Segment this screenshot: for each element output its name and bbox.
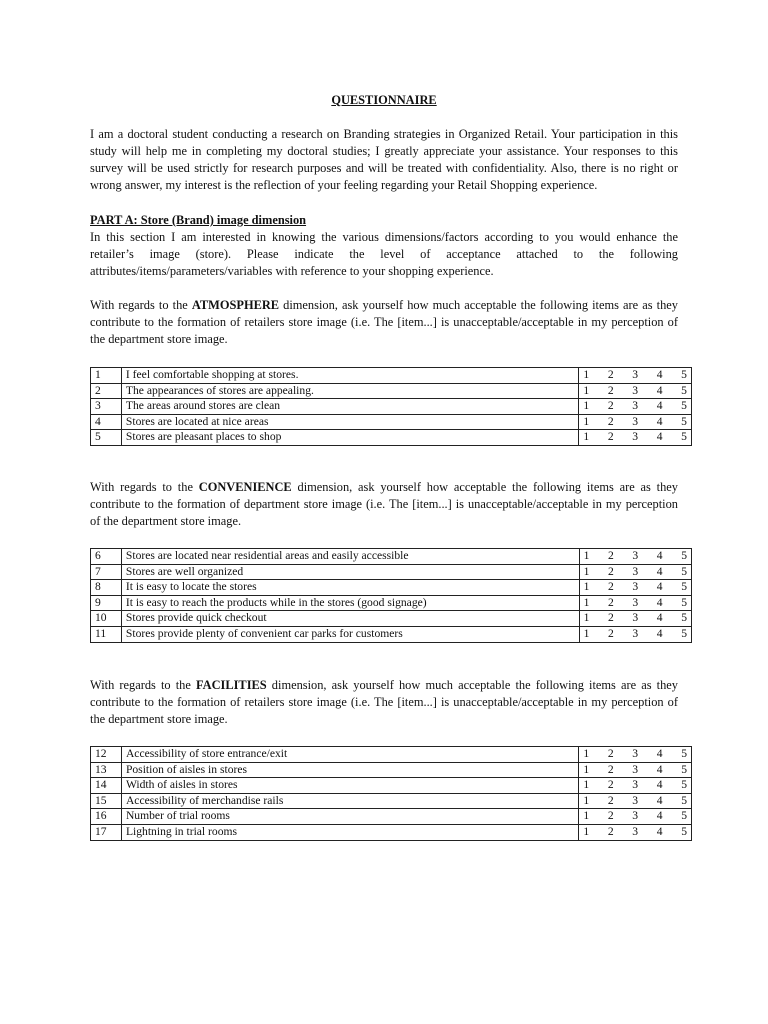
item-statement: Stores are pleasant places to shop [121,430,579,446]
rating-scale [579,549,691,565]
scale-option-2[interactable]: 2 [607,368,614,381]
scale-option-3[interactable]: 3 [632,778,639,792]
convenience-table [90,548,692,643]
scale-option-4[interactable]: 4 [656,399,663,413]
item-statement: Number of trial rooms [121,809,578,825]
scale-option-1[interactable]: 1 [583,399,590,413]
instruction-suffix: dimension, ask yourself how much acceptable the following items are as they contribute to the formation of retailers store image (i.e. The [item...] is unacceptable/acceptable in my perception of the department store image. [90,678,678,726]
item-number: 4 [91,414,122,430]
scale-option-1[interactable]: 1 [583,549,590,562]
facilities-instructions [90,677,678,728]
table-row [91,430,692,446]
table-row [91,793,692,809]
scale-option-5[interactable]: 5 [681,747,687,760]
item-number: 5 [91,430,122,446]
table-row [91,368,692,384]
atmosphere-table [90,367,692,446]
scale-option-3[interactable]: 3 [632,368,639,381]
rating-scale [579,793,692,809]
item-statement: Position of aisles in stores [121,762,578,778]
instruction-prefix: With regards to the [90,480,199,494]
scale-option-5[interactable]: 5 [681,564,687,578]
scale-option-5[interactable]: 5 [681,778,687,792]
scale-option-3[interactable]: 3 [632,549,639,562]
scale-option-4[interactable]: 4 [656,762,663,776]
table-row [91,595,692,611]
scale-option-5[interactable]: 5 [681,595,687,609]
scale-option-4[interactable]: 4 [656,368,663,381]
rating-scale [579,762,692,778]
rating-scale [579,611,691,627]
scale-option-2[interactable]: 2 [608,626,614,640]
scale-option-5[interactable]: 5 [681,762,687,776]
scale-option-5[interactable]: 5 [681,809,687,823]
scale-option-2[interactable]: 2 [607,809,614,823]
dimension-name: ATMOSPHERE [191,298,280,312]
scale-option-1[interactable]: 1 [583,383,590,397]
scale-option-1[interactable]: 1 [583,809,590,823]
item-number: 17 [91,824,122,840]
page-title: QUESTIONNAIRE [331,93,437,107]
rating-scale [579,564,691,580]
scale-option-4[interactable]: 4 [656,747,663,760]
scale-option-5[interactable]: 5 [681,580,687,594]
table-row [91,809,692,825]
item-statement: Width of aisles in stores [121,778,578,794]
item-number: 10 [91,611,122,627]
item-statement: The areas around stores are clean [121,399,579,415]
scale-option-5[interactable]: 5 [681,793,687,807]
scale-option-3[interactable]: 3 [632,762,639,776]
scale-option-2[interactable]: 2 [607,430,614,444]
table-row [91,580,692,596]
table-row [91,778,692,794]
scale-option-4[interactable]: 4 [656,809,663,823]
instruction-suffix: dimension, ask yourself how much acceptable the following items are as they contribute to the formation of retailers store image (i.e. The [item...] is unacceptable/acceptable in my perception of the department store image. [90,298,678,346]
item-number: 2 [91,383,122,399]
item-statement: It is easy to locate the stores [121,580,579,596]
item-statement: Stores are located near residential areas and easily accessible [121,549,579,565]
item-number: 14 [91,778,122,794]
rating-scale [579,824,692,840]
item-number: 13 [91,762,122,778]
table-row [91,399,692,415]
item-statement: Stores are well organized [121,564,579,580]
scale-option-3[interactable]: 3 [632,430,639,444]
scale-option-1[interactable]: 1 [583,778,590,792]
scale-option-1[interactable]: 1 [583,580,590,594]
scale-option-1[interactable]: 1 [583,611,590,625]
table-row [91,549,692,565]
scale-option-1[interactable]: 1 [583,414,590,428]
item-number: 12 [91,747,122,763]
scale-option-4[interactable]: 4 [656,626,663,640]
item-number: 3 [91,399,122,415]
facilities-table [90,746,692,841]
dimension-name: FACILITIES [195,678,267,692]
table-row [91,626,692,642]
scale-option-2[interactable]: 2 [607,762,614,776]
part-a-description: In this section I am interested in knowing the various dimensions/factors according to you would enhance the retailer’s image (store). Please indicate the level of acceptance attached to the following attributes/items/parameters/variables with reference to your shopping experience. [90,230,678,278]
rating-scale [579,430,692,446]
scale-option-5[interactable]: 5 [681,824,687,838]
item-number: 7 [91,564,122,580]
scale-option-1[interactable]: 1 [583,824,590,838]
scale-option-2[interactable]: 2 [607,414,614,428]
item-statement: Stores are located at nice areas [121,414,579,430]
item-statement: Accessibility of store entrance/exit [121,747,578,763]
item-number: 11 [91,626,122,642]
instruction-suffix: dimension, ask yourself how acceptable the following items are as they contribute to the formation of department store image (i.e. The [item...] is unacceptable/acceptable in my perception of the department store image. [90,480,678,528]
scale-option-1[interactable]: 1 [583,368,590,381]
scale-option-5[interactable]: 5 [681,611,687,625]
scale-option-2[interactable]: 2 [607,793,614,807]
instruction-prefix: With regards to the [90,678,196,692]
rating-scale [579,747,692,763]
table-row [91,762,692,778]
scale-option-2[interactable]: 2 [608,564,614,578]
scale-option-3[interactable]: 3 [632,564,639,578]
scale-option-3[interactable]: 3 [632,747,639,760]
scale-option-2[interactable]: 2 [608,580,614,594]
intro-paragraph: I am a doctoral student conducting a research on Branding strategies in Organized Retail. Your participation in this study will help me in completing my doctoral studies; I greatly appreciate your assistance. Your responses to this survey will be used strictly for research purposes and will be treated with confidentiality. Also, there is no right or wrong answer, my interest is the reflection of your feeling regarding your Retail Shopping experience. [90,127,678,192]
scale-option-3[interactable]: 3 [632,383,639,397]
scale-option-3[interactable]: 3 [632,595,639,609]
scale-option-1[interactable]: 1 [583,595,590,609]
item-statement: I feel comfortable shopping at stores. [121,368,579,384]
scale-option-3[interactable]: 3 [632,793,639,807]
table-row [91,747,692,763]
rating-scale [579,383,692,399]
table-row [91,414,692,430]
scale-option-1[interactable]: 1 [583,430,590,444]
scale-option-1[interactable]: 1 [583,626,590,640]
item-number: 8 [91,580,122,596]
scale-option-3[interactable]: 3 [632,809,639,823]
scale-option-4[interactable]: 4 [656,383,663,397]
scale-option-5[interactable]: 5 [681,383,687,397]
scale-option-1[interactable]: 1 [583,747,590,760]
scale-option-4[interactable]: 4 [656,580,663,594]
scale-option-5[interactable]: 5 [681,626,687,640]
rating-scale [579,580,691,596]
dimension-name: CONVENIENCE [198,480,292,494]
table-row [91,611,692,627]
scale-option-1[interactable]: 1 [583,793,590,807]
scale-option-4[interactable]: 4 [656,430,663,444]
scale-option-2[interactable]: 2 [607,399,614,413]
scale-option-4[interactable]: 4 [656,595,663,609]
table-row [91,383,692,399]
rating-scale [579,595,691,611]
rating-scale [579,399,692,415]
scale-option-3[interactable]: 3 [632,414,639,428]
scale-option-1[interactable]: 1 [583,564,590,578]
rating-scale [579,778,692,794]
table-row [91,824,692,840]
scale-option-1[interactable]: 1 [583,762,590,776]
item-number: 9 [91,595,122,611]
instruction-prefix: With regards to the [90,298,192,312]
item-number: 16 [91,809,122,825]
item-number: 15 [91,793,122,809]
part-a-heading: PART A: Store (Brand) image dimension [90,213,307,227]
scale-option-4[interactable]: 4 [656,824,663,838]
scale-option-2[interactable]: 2 [607,778,614,792]
scale-option-4[interactable]: 4 [656,414,663,428]
table-row [91,564,692,580]
scale-option-2[interactable]: 2 [607,824,614,838]
item-statement: Accessibility of merchandise rails [121,793,578,809]
scale-option-2[interactable]: 2 [607,383,614,397]
rating-scale [579,414,692,430]
scale-option-2[interactable]: 2 [607,747,614,760]
scale-option-3[interactable]: 3 [632,824,639,838]
atmosphere-instructions [90,297,678,348]
rating-scale [579,626,691,642]
scale-option-3[interactable]: 3 [632,611,639,625]
item-statement: Stores provide plenty of convenient car parks for customers [121,626,579,642]
scale-option-2[interactable]: 2 [608,549,614,562]
scale-option-5[interactable]: 5 [681,399,687,413]
item-statement: It is easy to reach the products while in the stores (good signage) [121,595,579,611]
item-number: 6 [91,549,122,565]
scale-option-4[interactable]: 4 [656,564,663,578]
scale-option-3[interactable]: 3 [632,626,639,640]
scale-option-4[interactable]: 4 [656,549,663,562]
item-statement: Lightning in trial rooms [121,824,578,840]
scale-option-5[interactable]: 5 [681,549,687,562]
item-statement: The appearances of stores are appealing. [121,383,579,399]
rating-scale [579,368,692,384]
scale-option-3[interactable]: 3 [632,580,639,594]
item-statement: Stores provide quick checkout [121,611,579,627]
scale-option-5[interactable]: 5 [681,368,687,381]
scale-option-2[interactable]: 2 [608,595,614,609]
scale-option-3[interactable]: 3 [632,399,639,413]
rating-scale [579,809,692,825]
scale-option-4[interactable]: 4 [656,793,663,807]
convenience-instructions [90,479,678,530]
scale-option-5[interactable]: 5 [681,414,687,428]
scale-option-2[interactable]: 2 [608,611,614,625]
scale-option-4[interactable]: 4 [656,611,663,625]
scale-option-5[interactable]: 5 [681,430,687,444]
scale-option-4[interactable]: 4 [656,778,663,792]
item-number: 1 [91,368,122,384]
